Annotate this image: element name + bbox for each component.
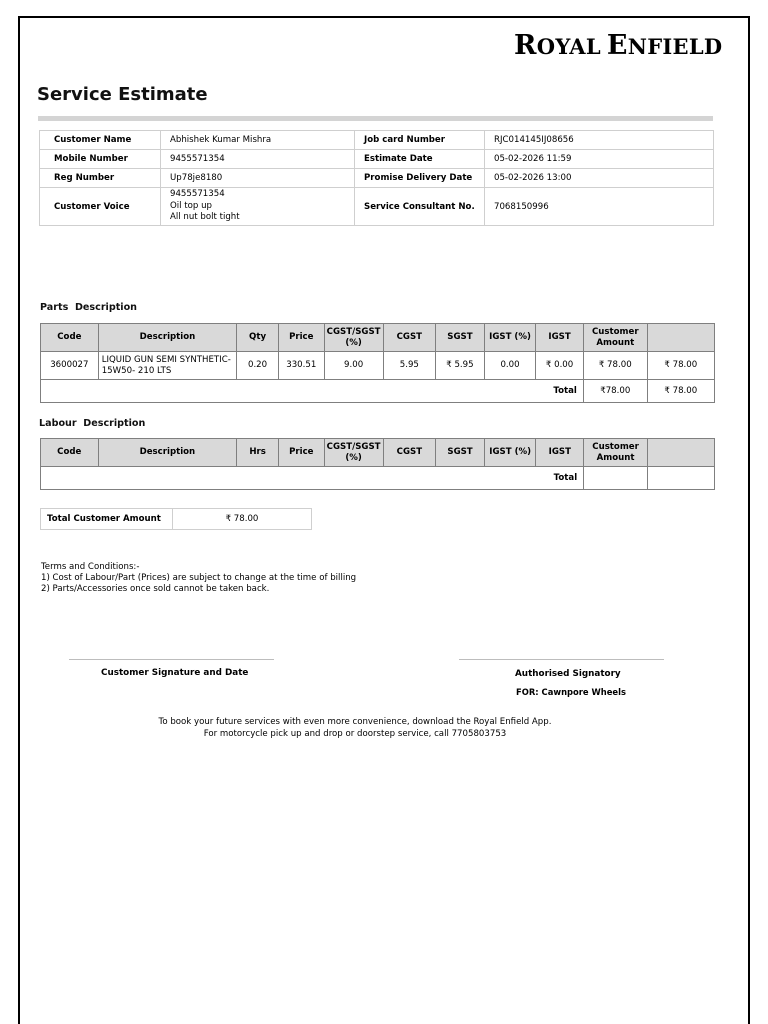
royal-enfield-logo: ROYAL ENFIELD — [514, 30, 723, 61]
terms-heading: Terms and Conditions:- — [41, 562, 140, 572]
labour-total-label: Total — [41, 467, 584, 490]
col-header: CGST/SGST (%) — [324, 324, 383, 352]
job-card-value: RJC014145IJ08656 — [485, 131, 714, 150]
customer-voice-value — [161, 188, 355, 226]
col-header — [647, 324, 714, 352]
col-header: Code — [41, 324, 99, 352]
mobile-value: 9455571354 — [161, 150, 355, 169]
part-qty: 0.20 — [237, 352, 279, 380]
part-cgst: 5.95 — [383, 352, 436, 380]
terms-item: 2) Parts/Accessories once sold cannot be taken back. — [41, 584, 270, 594]
customer-name-value: Abhishek Kumar Mishra — [161, 131, 355, 150]
col-header: Price — [278, 324, 324, 352]
total-customer-amount-label: Total Customer Amount — [41, 509, 173, 530]
info-row — [40, 131, 714, 150]
col-header: CGST — [383, 439, 436, 467]
col-header: SGST — [436, 324, 485, 352]
footer-line: To book your future services with even more convenience, download the Royal Enfield App. — [158, 717, 552, 727]
parts-total-customer-amount: ₹78.00 — [583, 380, 647, 403]
col-header: Description — [98, 324, 237, 352]
footer-line: For motorcycle pick up and drop or doorstep service, call 7705803753 — [203, 729, 507, 739]
parts-table — [40, 323, 715, 403]
info-row — [40, 188, 714, 226]
customer-signature-line — [69, 659, 274, 660]
labour-section-title: Labour Description — [39, 418, 146, 429]
dealer-name: FOR: Cawnpore Wheels — [516, 687, 626, 697]
part-description: LIQUID GUN SEMI SYNTHETIC-15W50- 210 LTS — [98, 352, 237, 380]
col-header: IGST — [536, 439, 584, 467]
col-header: Code — [41, 439, 99, 467]
parts-total-label: Total — [41, 380, 584, 403]
labour-table — [40, 438, 715, 490]
col-header: SGST — [436, 439, 485, 467]
customer-name-label: Customer Name — [40, 131, 161, 150]
footer-app-note — [0, 716, 710, 740]
voice-line: 9455571354 — [170, 189, 225, 200]
col-header: Customer Amount — [583, 324, 647, 352]
col-header: Hrs — [237, 439, 279, 467]
col-header — [647, 439, 714, 467]
info-row — [40, 150, 714, 169]
total-customer-amount-box — [40, 508, 312, 530]
part-amount: ₹ 78.00 — [647, 352, 714, 380]
col-header: Qty — [237, 324, 279, 352]
mobile-label: Mobile Number — [40, 150, 161, 169]
customer-voice-label: Customer Voice — [40, 188, 161, 226]
part-code: 3600027 — [41, 352, 99, 380]
col-header: Description — [98, 439, 237, 467]
authorised-signature-line — [459, 659, 664, 660]
consultant-value: 7068150996 — [485, 188, 714, 226]
col-header: Price — [278, 439, 324, 467]
reg-number-value: Up78je8180 — [161, 169, 355, 188]
job-card-label: Job card Number — [355, 131, 485, 150]
part-cgst-sgst-pct: 9.00 — [324, 352, 383, 380]
voice-line: Oil top up — [170, 200, 212, 211]
part-sgst: ₹ 5.95 — [436, 352, 485, 380]
col-header: IGST (%) — [484, 439, 536, 467]
col-header: IGST (%) — [484, 324, 536, 352]
customer-signature-label: Customer Signature and Date — [101, 668, 249, 678]
labour-total-amount — [647, 467, 714, 490]
parts-section-title: Parts Description — [40, 302, 138, 313]
parts-header-row — [41, 324, 715, 352]
part-customer-amount: ₹ 78.00 — [583, 352, 647, 380]
estimate-date-label: Estimate Date — [355, 150, 485, 169]
parts-total-row — [41, 380, 715, 403]
terms-item: 1) Cost of Labour/Part (Prices) are subject to change at the time of billing — [41, 573, 357, 583]
authorised-signatory-label: Authorised Signatory — [515, 669, 621, 679]
labour-total-customer-amount — [584, 467, 648, 490]
col-header: IGST — [536, 324, 584, 352]
info-row — [40, 169, 714, 188]
promise-date-label: Promise Delivery Date — [355, 169, 485, 188]
col-header: CGST — [383, 324, 436, 352]
terms-and-conditions — [41, 562, 356, 595]
parts-total-amount: ₹ 78.00 — [647, 380, 714, 403]
customer-info-table — [39, 130, 714, 226]
labour-total-row — [41, 467, 715, 490]
labour-header-row — [41, 439, 715, 467]
part-igst-pct: 0.00 — [484, 352, 536, 380]
document-title: Service Estimate — [37, 84, 208, 105]
part-igst: ₹ 0.00 — [536, 352, 584, 380]
promise-date-value: 05-02-2026 13:00 — [485, 169, 714, 188]
part-price: 330.51 — [278, 352, 324, 380]
voice-line: All nut bolt tight — [170, 212, 240, 223]
title-divider — [38, 116, 713, 121]
col-header: Customer Amount — [584, 439, 648, 467]
reg-number-label: Reg Number — [40, 169, 161, 188]
summary-row — [41, 509, 312, 530]
table-row — [41, 352, 715, 380]
col-header: CGST/SGST (%) — [324, 439, 383, 467]
consultant-label: Service Consultant No. — [355, 188, 485, 226]
estimate-date-value: 05-02-2026 11:59 — [485, 150, 714, 169]
total-customer-amount-value: ₹ 78.00 — [173, 509, 312, 530]
